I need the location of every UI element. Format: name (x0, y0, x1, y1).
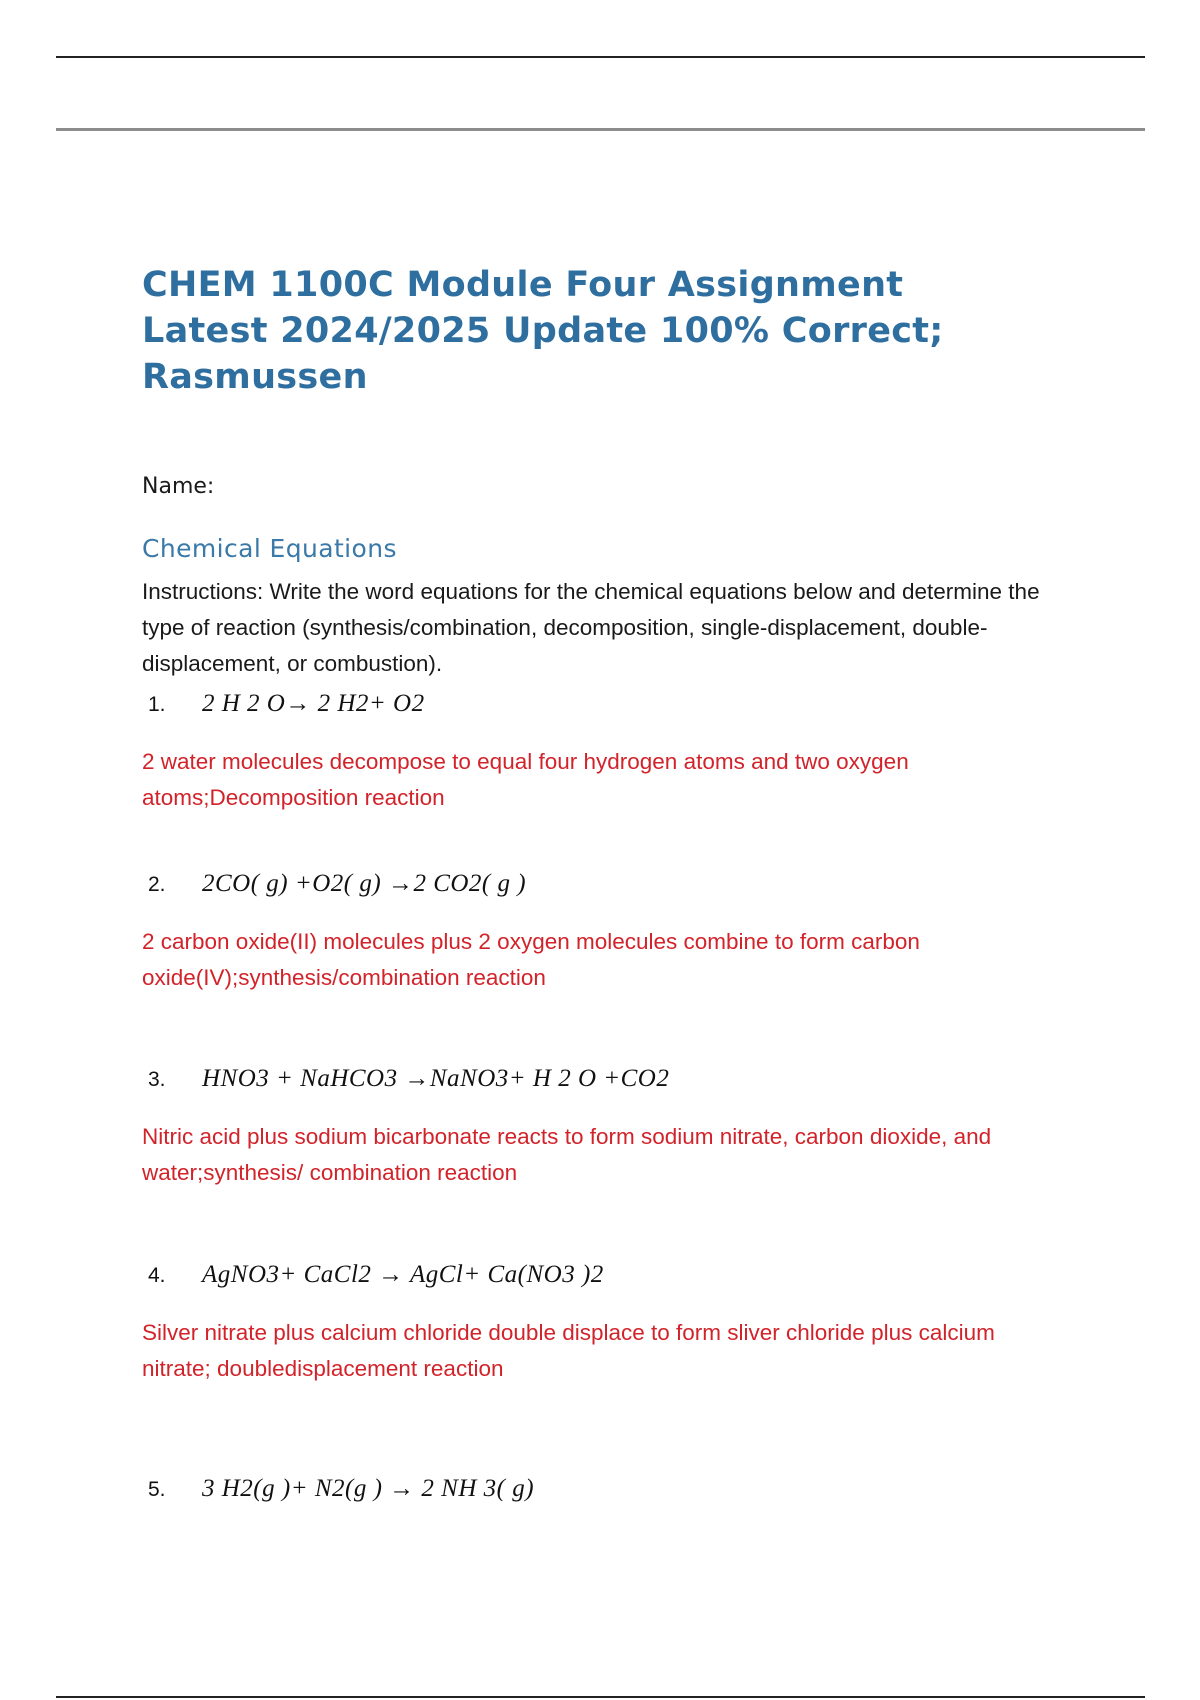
question-item (142, 1261, 1102, 1387)
document-body (142, 0, 1102, 1700)
title-line: Rasmussen (142, 357, 368, 397)
answer-text: 2 carbon oxide(II) molecules plus 2 oxygen molecules combine to form carbon oxide(IV);synthesis/combination reaction (142, 929, 920, 990)
question-number: 3. (148, 1068, 166, 1091)
answer-text: Silver nitrate plus calcium chloride double displace to form sliver chloride plus calcium nitrate; doubledisplacement reaction (142, 1320, 995, 1381)
title-line: CHEM 1100C Module Four Assignment (142, 265, 904, 305)
question-item (142, 870, 1102, 996)
chemical-equation: 3 H2(g )+ N2(g ) → 2 NH 3( g) (202, 1475, 535, 1502)
chemical-equation: 2 H 2 O→ 2 H2+ O2 (202, 690, 425, 717)
name-label: Name: (142, 474, 215, 499)
chemical-equation: 2CO( g) +O2( g) →2 CO2( g ) (202, 870, 527, 897)
question-number: 5. (148, 1478, 166, 1501)
question-item (142, 1065, 1102, 1191)
name-row (142, 474, 421, 499)
footer-rule (56, 1696, 1145, 1698)
instructions: Instructions: Write the word equations for the chemical equations below and determine the type of reaction (synthesis/combination, decomposition, single-displacement, double-displacement, or combustion). (142, 579, 1040, 676)
answer-text: Nitric acid plus sodium bicarbonate reacts to form sodium nitrate, carbon dioxide, and water;synthesis/ combination reaction (142, 1124, 992, 1185)
title-line: Latest 2024/2025 Update 100% Correct; (142, 311, 944, 351)
question-number: 4. (148, 1264, 166, 1287)
chemical-equation: AgNO3+ CaCl2 → AgCl+ Ca(NO3 )2 (202, 1261, 604, 1288)
question-number: 2. (148, 873, 166, 896)
question-number: 1. (148, 693, 166, 716)
chemical-equation: HNO3 + NaHCO3 →NaNO3+ H 2 O +CO2 (202, 1065, 670, 1092)
section-heading: Chemical Equations (142, 534, 397, 563)
question-item (142, 690, 1102, 816)
question-item (142, 1475, 1102, 1529)
answer-text: 2 water molecules decompose to equal four hydrogen atoms and two oxygen atoms;Decomposition reaction (142, 749, 909, 810)
